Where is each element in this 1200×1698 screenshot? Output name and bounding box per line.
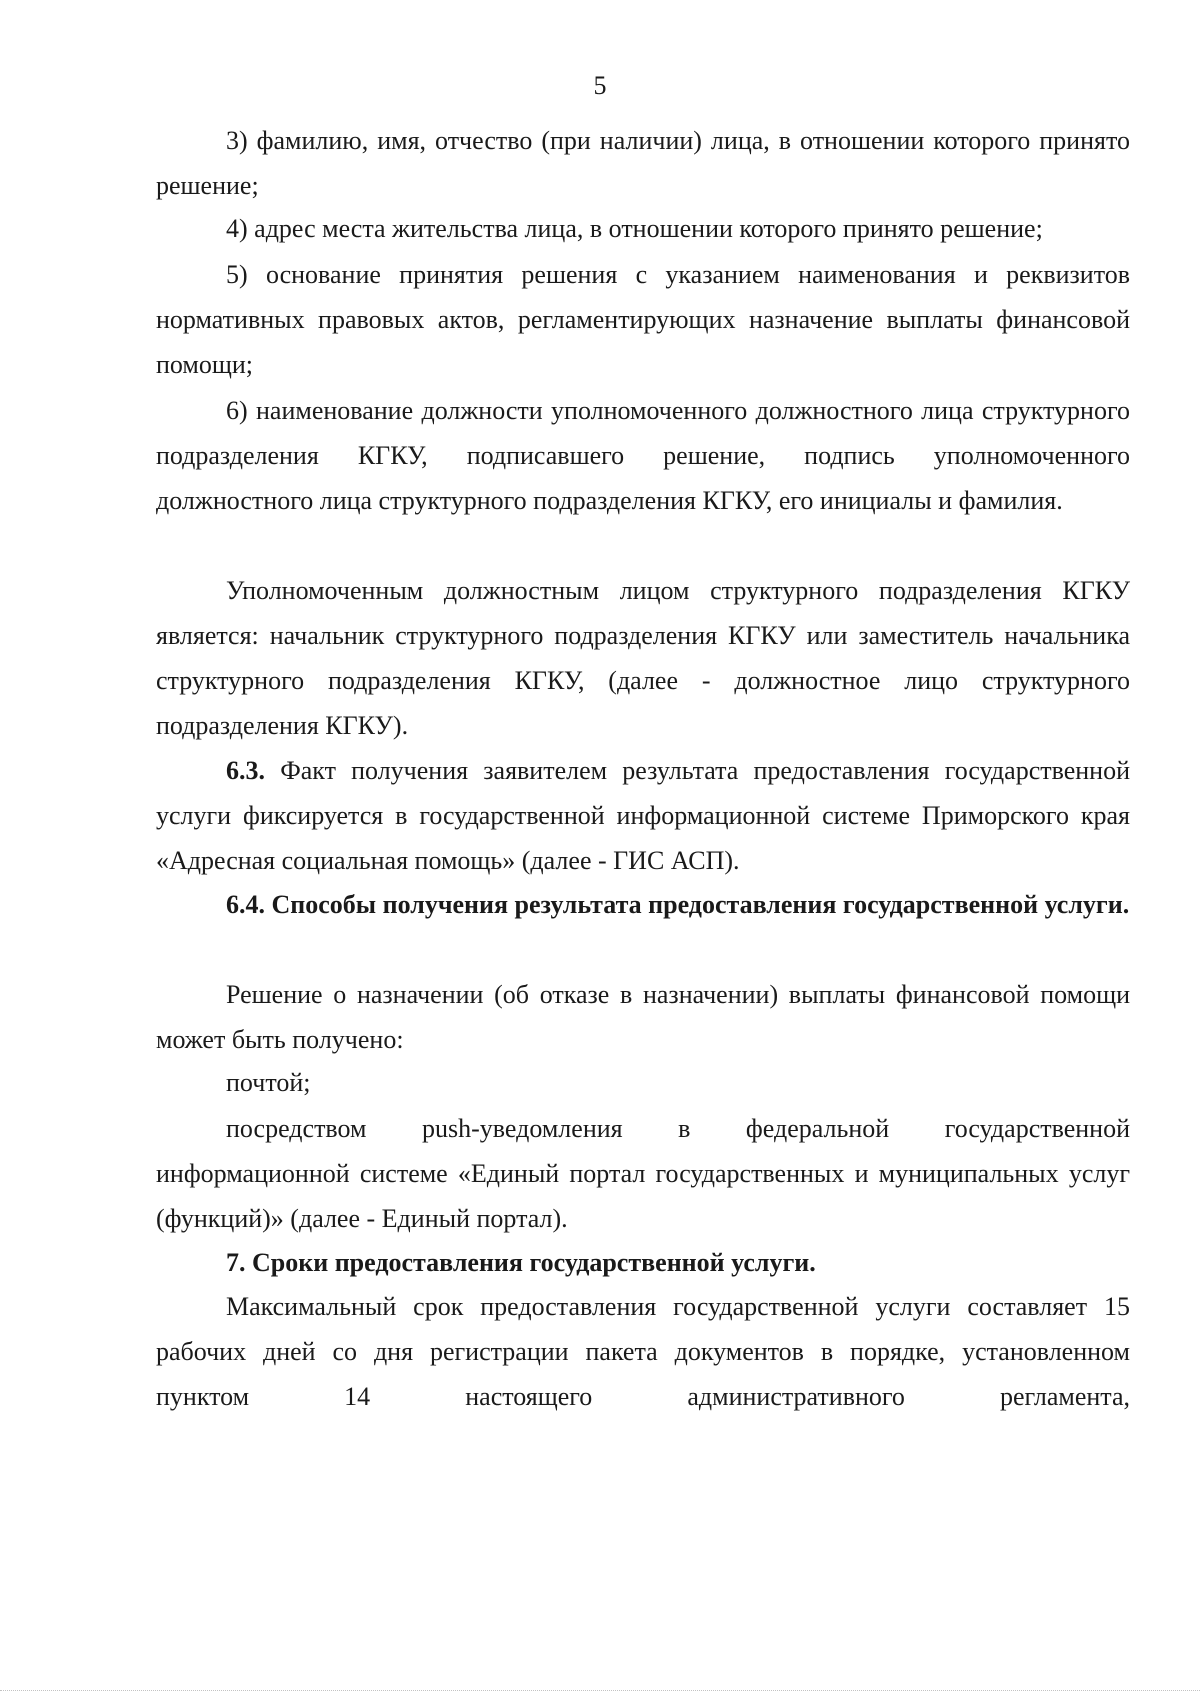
item-4-address: 4) адрес места жительства лица, в отношении которого принято решение; [226,214,1043,243]
section-6-3-paragraph [156,748,1130,883]
method-mail: почтой; [226,1068,311,1097]
section-7-heading: 7. Сроки предоставления государственной услуги. [226,1248,816,1277]
item-5-legal-basis: 5) основание принятия решения с указанием наименования и реквизитов нормативных правовых актов, регламентирующих назначение выплаты финансовой помощи; [156,260,1130,379]
item-6-official-position: 6) наименование должности уполномоченного должностного лица структурного подразделения КГКУ, подписавшего решение, подпись уполномоченного должностного лица структурного подразделения КГКУ, его инициалы и фамилия. [156,396,1130,515]
scan-bottom-edge [0,1690,1200,1692]
section-7-paragraph: Максимальный срок предоставления государственной услуги составляет 15 рабочих дней со дня регистрации пакета документов в порядке, установленном пунктом 14 настоящего административного регламента, [156,1292,1130,1411]
page-number: 5 [593,71,607,100]
decision-receipt-paragraph: Решение о назначении (об отказе в назначении) выплаты финансовой помощи может быть получено: [156,980,1130,1054]
method-push-notification: посредством push-уведомления в федеральной государственной информационной системе «Единый портал государственных и муниципальных услуг (функций)» (далее - Единый портал). [156,1114,1130,1233]
section-6-4-heading: 6.4. Способы получения результата предоставления государственной услуги. [226,890,1130,919]
section-6-3-number: 6.3. [226,756,265,785]
item-3-full-name: 3) фамилию, имя, отчество (при наличии) лица, в отношении которого принято решение; [156,126,1130,200]
section-6-3-text: Факт получения заявителем результата предоставления государственной услуги фиксируется в государственной информационной системе Приморского края «Адресная социальная помощь» (далее - ГИС АСП). [156,756,1130,875]
authorized-official-paragraph: Уполномоченным должностным лицом структурного подразделения КГКУ является: начальник структурного подразделения КГКУ или заместитель начальника структурного подразделения КГКУ, (далее - должностное лицо структурного подразделения КГКУ). [156,576,1130,740]
